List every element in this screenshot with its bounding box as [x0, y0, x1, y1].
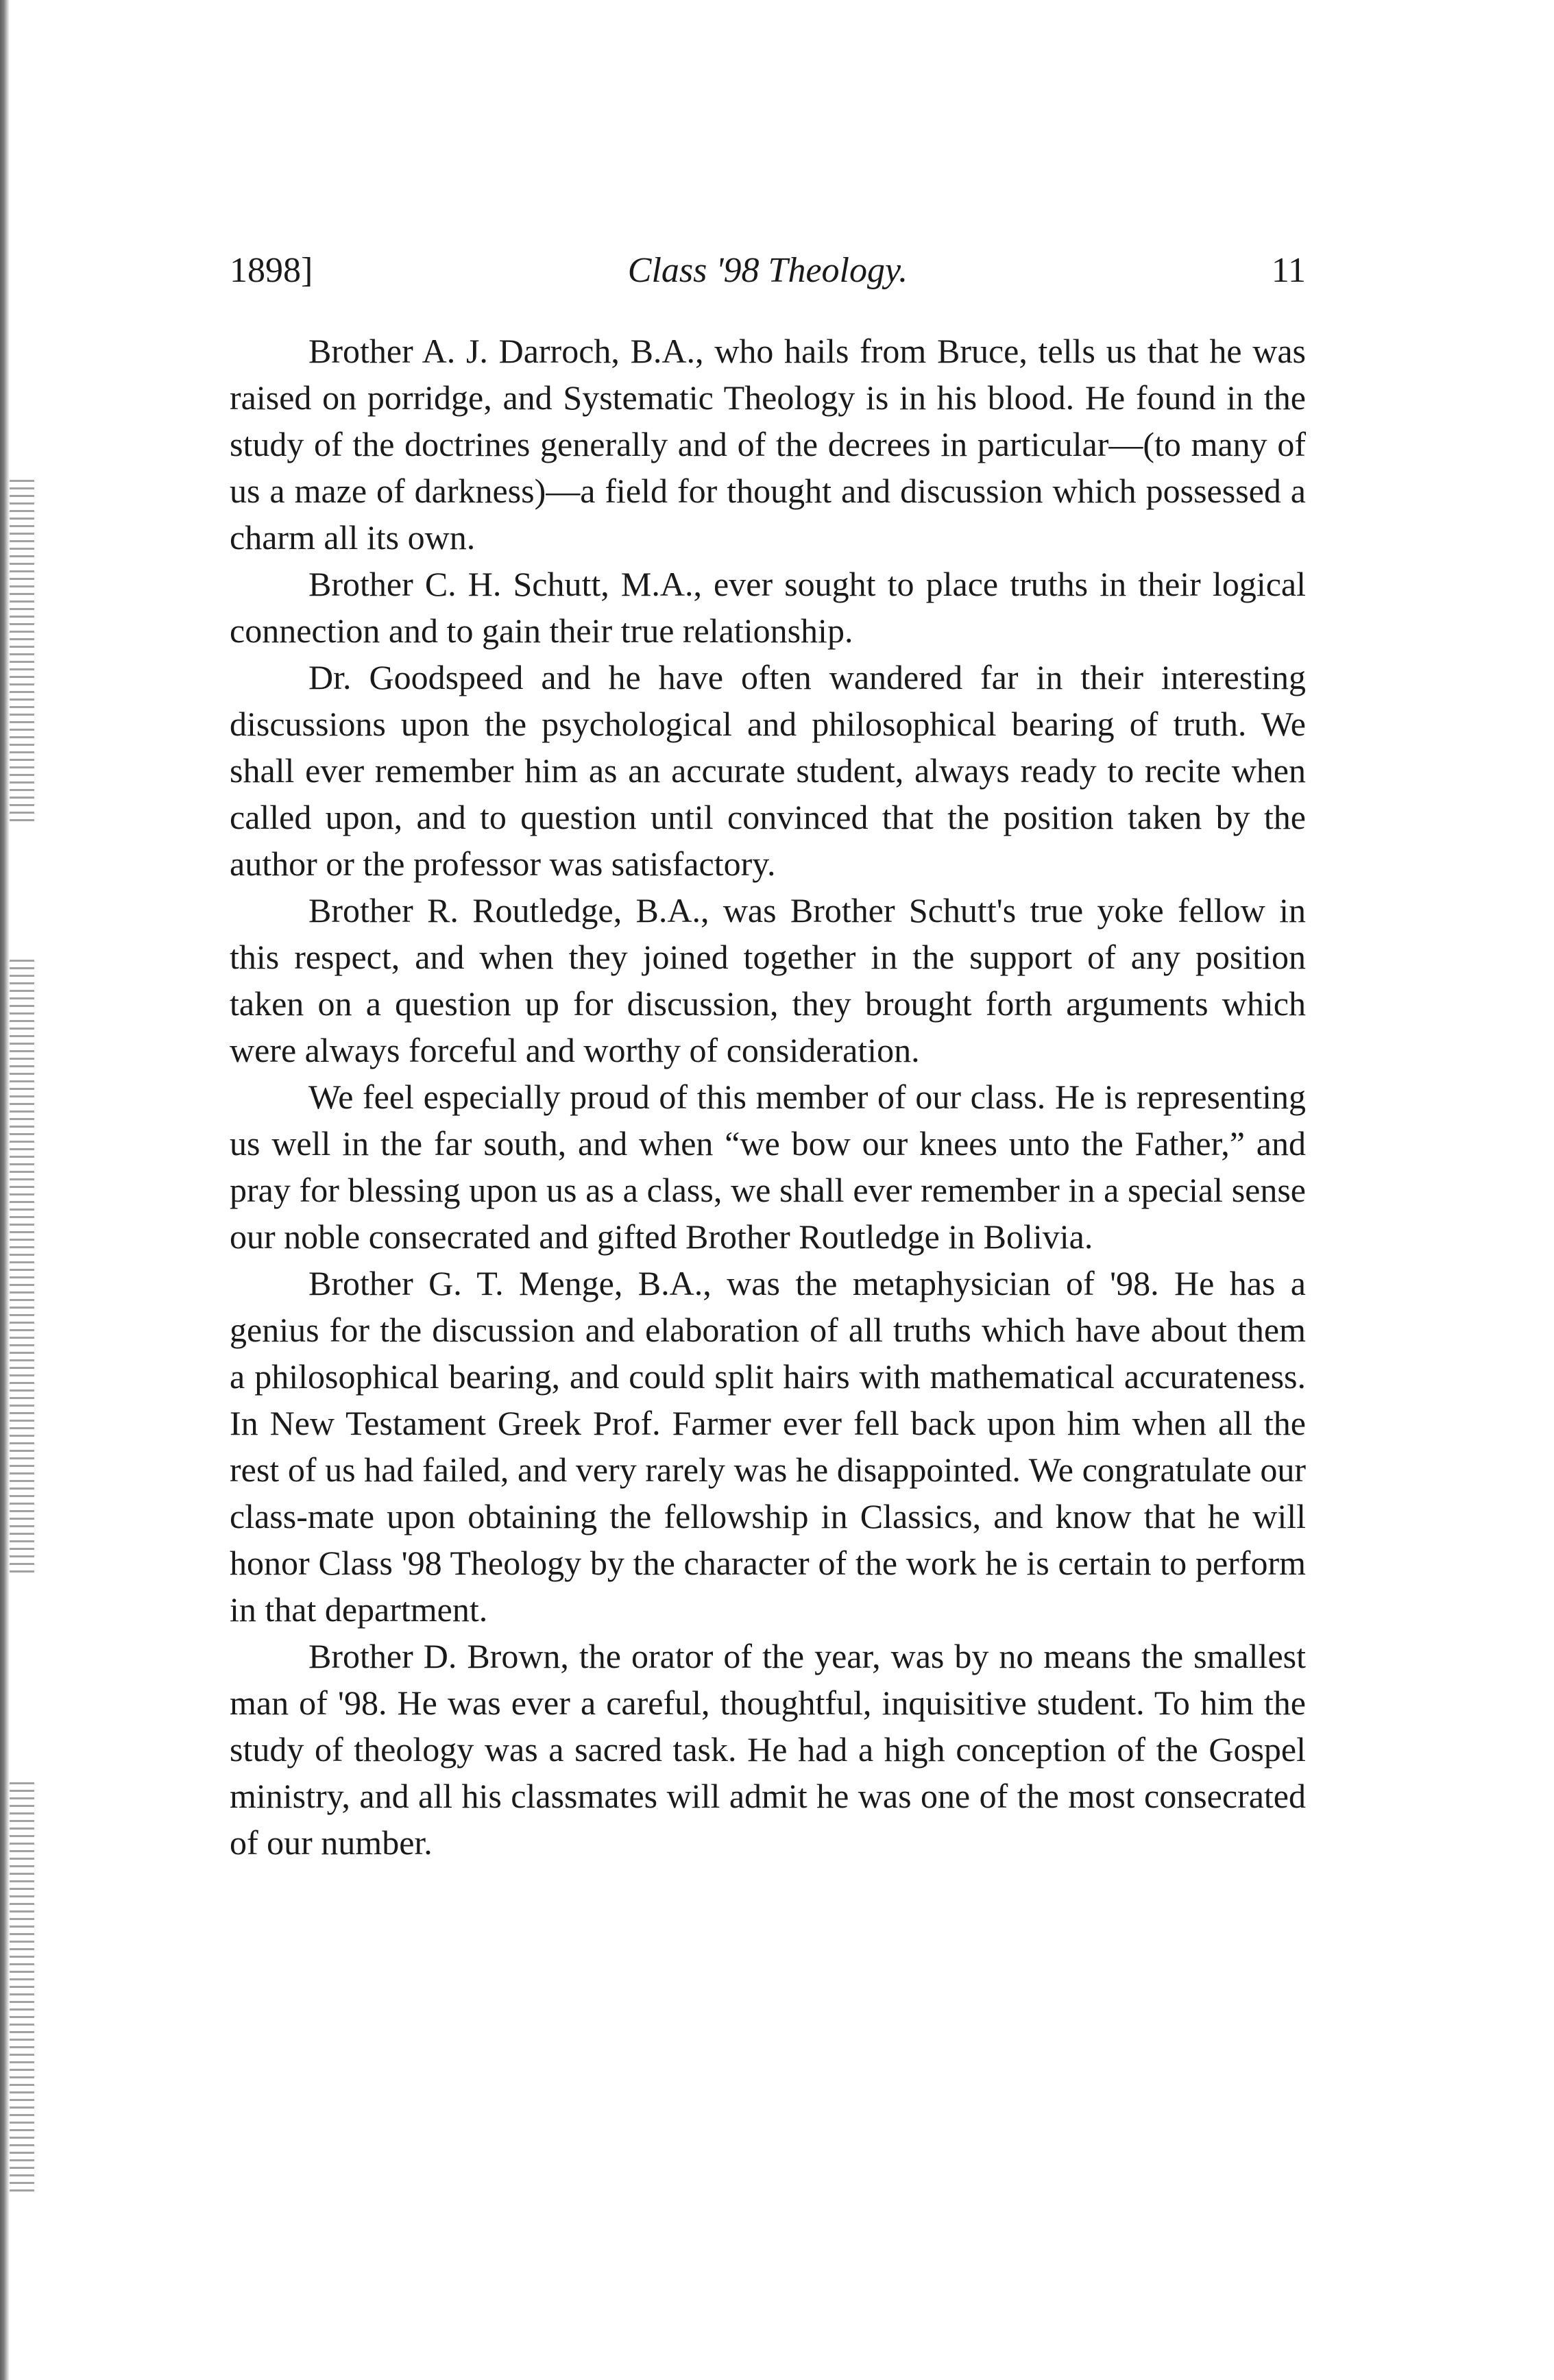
paragraph-darroch: Brother A. J. Darroch, B.A., who hails from Bruce, tells us that he was raised on porridge, and Systematic Theology is in his blood. He found in the study of the doctrines generally and of the decrees in particular—(to many of us a maze of darkness)—a field for thought and discussion which possessed a charm all its own. — [230, 332, 1306, 557]
scan-binding-edge — [0, 0, 10, 2380]
running-header — [230, 250, 1306, 305]
paragraph-menge: Brother G. T. Menge, B.A., was the metaphysician of '98. He has a genius for the discussion and elaboration of all truths which have about them a philosophical bearing, and could split hairs with mathematical accurateness. In New Testament Greek Prof. Farmer ever fell back upon him when all the rest of us had failed, and very rarely was he disappointed. We congratulate our class-mate upon obtaining the fellowship in Classics, and know that he will honor Class '98 Theology by the character of the work he is certain to perform in that department. — [230, 1264, 1306, 1629]
paragraph-schutt: Brother C. H. Schutt, M.A., ever sought to place truths in their logical connection and to gain their true relationship. — [230, 565, 1306, 650]
page-number: 11 — [1271, 251, 1306, 290]
paragraph-goodspeed: Dr. Goodspeed and he have often wandered far in their interesting discussions upon the psychological and philosophical bearing of truth. We shall ever remember him as an accurate student, always ready to recite when called upon, and to question until convinced that the position taken by the author or the professor was satisfactory. — [230, 658, 1306, 883]
header-year: 1898] — [230, 251, 313, 290]
scan-binding-speckle — [10, 480, 34, 823]
header-title: Class '98 Theology. — [627, 251, 908, 290]
paragraph-brown: Brother D. Brown, the orator of the year, was by no means the smallest man of '98. He was ever a careful, thoughtful, inquisitive student. To him the study of theology was a sacred task. He had a high conception of the Gospel ministry, and all his classmates will admit he was one of the most consecrated of our number. — [230, 1637, 1306, 1862]
scan-binding-speckle — [10, 960, 34, 1577]
paragraph-routledge: Brother R. Routledge, B.A., was Brother Schutt's true yoke fellow in this respect, and when they joined together in the support of any position taken on a question up for discussion, they brought forth arguments which were always forceful and worthy of consideration. — [230, 891, 1306, 1069]
body-text — [230, 328, 1306, 1866]
paragraph-routledge-bolivia: We feel especially proud of this member of our class. He is representing us well in the far south, and when “we bow our knees unto the Father,” and pray for blessing upon us as a class, we shall ever remember in a special sense our noble consecrated and gifted Brother Routledge in Bolivia. — [230, 1078, 1306, 1256]
scan-binding-speckle — [10, 1782, 34, 2194]
